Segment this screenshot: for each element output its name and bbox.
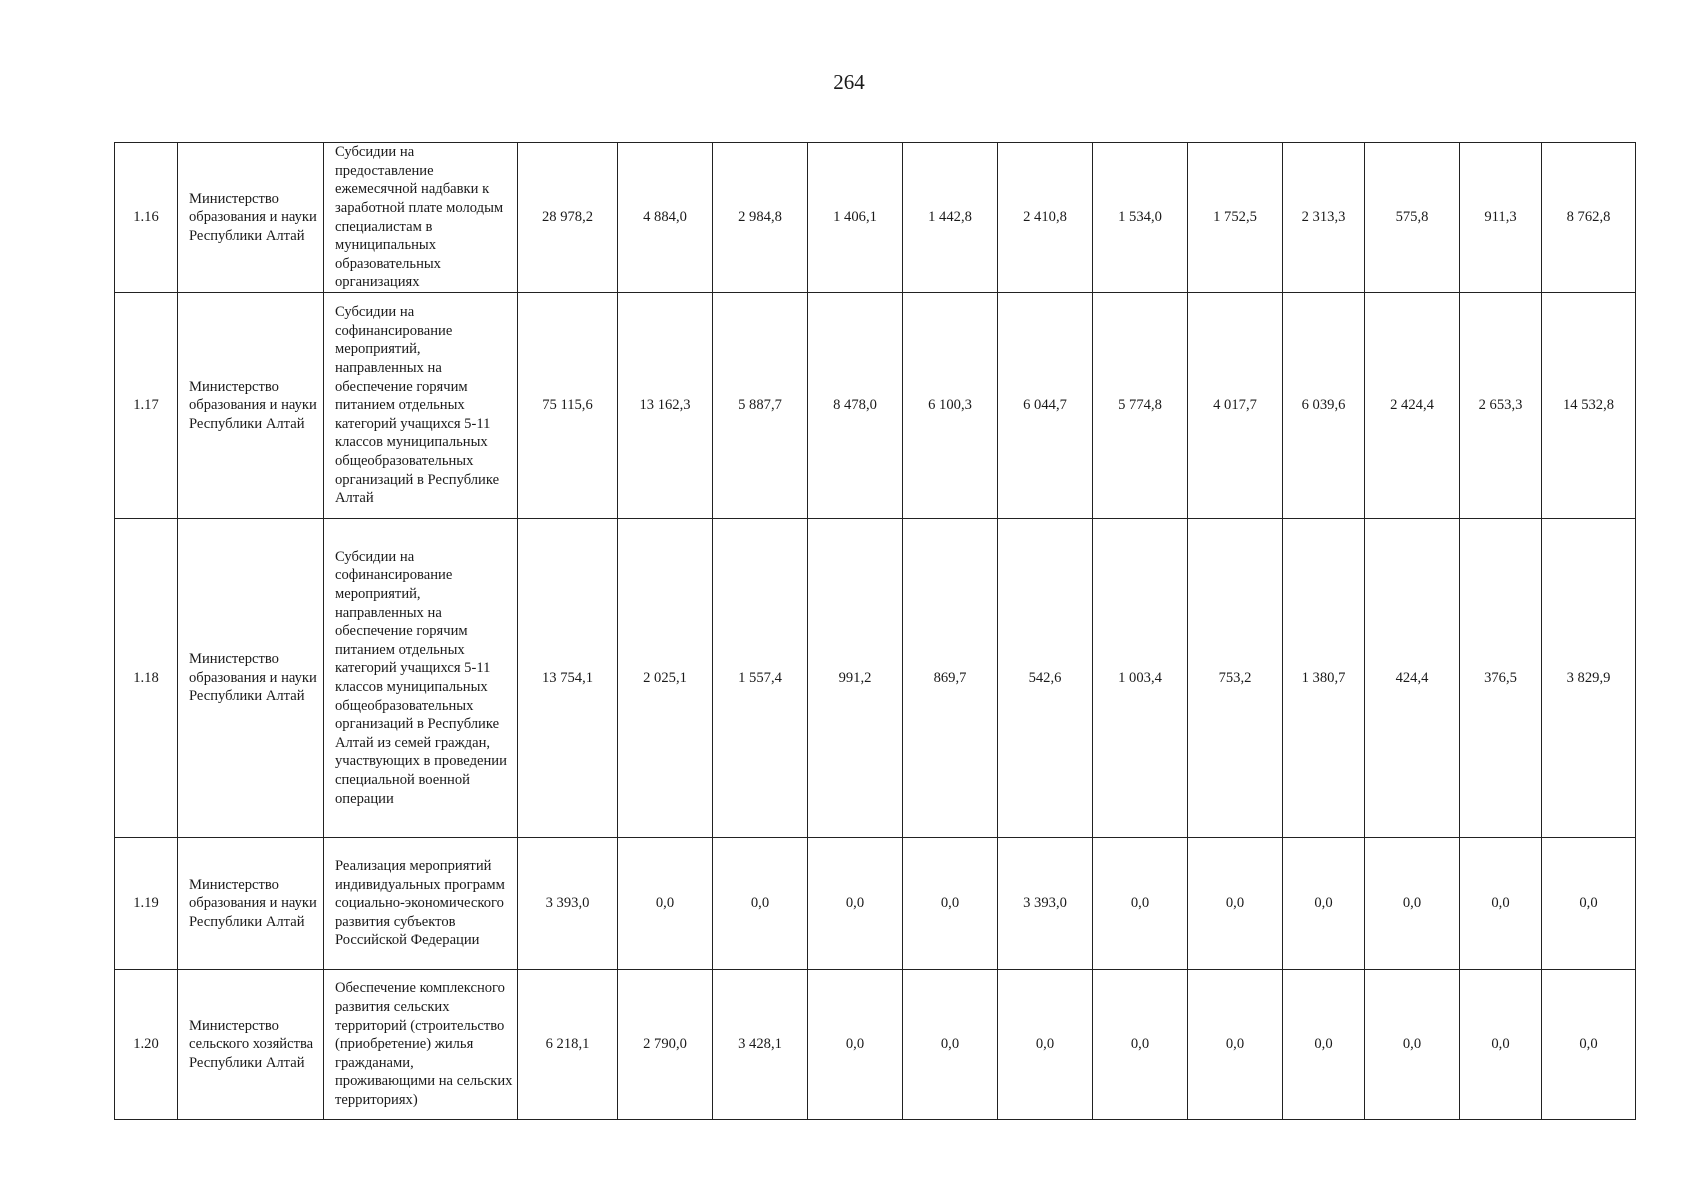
value-cell: 869,7 — [903, 519, 998, 838]
organization-cell: Министерство образования и науки Республики Алтай — [178, 519, 324, 838]
value-cell: 3 393,0 — [998, 838, 1093, 970]
value-cell: 0,0 — [808, 838, 903, 970]
value-cell: 753,2 — [1188, 519, 1283, 838]
value-cell: 6 044,7 — [998, 293, 1093, 519]
organization-cell: Министерство образования и науки Республики Алтай — [178, 838, 324, 970]
table-row — [115, 519, 1636, 838]
value-cell: 0,0 — [1542, 838, 1636, 970]
table-row — [115, 970, 1636, 1120]
value-cell: 2 653,3 — [1460, 293, 1542, 519]
value-cell: 1 442,8 — [903, 143, 998, 293]
value-cell: 1 003,4 — [1093, 519, 1188, 838]
value-cell: 6 218,1 — [518, 970, 618, 1120]
value-cell: 4 017,7 — [1188, 293, 1283, 519]
description-cell: Субсидии на предоставление ежемесячной надбавки к заработной плате молодым специалистам в муниципальных образовательных организациях — [324, 143, 518, 293]
value-cell: 0,0 — [1460, 838, 1542, 970]
description-cell: Реализация мероприятий индивидуальных программ социально-экономического развития субъектов Российской Федерации — [324, 838, 518, 970]
table-row — [115, 293, 1636, 519]
value-cell: 0,0 — [1542, 970, 1636, 1120]
value-cell: 376,5 — [1460, 519, 1542, 838]
value-cell: 0,0 — [903, 970, 998, 1120]
value-cell: 3 428,1 — [713, 970, 808, 1120]
table-row — [115, 838, 1636, 970]
value-cell: 5 774,8 — [1093, 293, 1188, 519]
value-cell: 3 829,9 — [1542, 519, 1636, 838]
page-number: 264 — [833, 70, 865, 94]
description-cell: Субсидии на софинансирование мероприятий, направленных на обеспечение горячим питанием отдельных категорий учащихся 5-11 классов муниципальных общеобразовательных организаций в Республике Алтай из семей граждан, участвующих в проведении специальной военной операции — [324, 519, 518, 838]
value-cell: 8 478,0 — [808, 293, 903, 519]
value-cell: 575,8 — [1365, 143, 1460, 293]
row-number: 1.19 — [115, 838, 178, 970]
value-cell: 3 393,0 — [518, 838, 618, 970]
description-cell: Субсидии на софинансирование мероприятий, направленных на обеспечение горячим питанием отдельных категорий учащихся 5-11 классов муниципальных общеобразовательных организаций в Республике Алтай — [324, 293, 518, 519]
value-cell: 1 557,4 — [713, 519, 808, 838]
value-cell: 13 754,1 — [518, 519, 618, 838]
value-cell: 6 039,6 — [1283, 293, 1365, 519]
value-cell: 1 752,5 — [1188, 143, 1283, 293]
organization-cell: Министерство образования и науки Республики Алтай — [178, 143, 324, 293]
organization-cell: Министерство образования и науки Республики Алтай — [178, 293, 324, 519]
value-cell: 0,0 — [1365, 970, 1460, 1120]
value-cell: 14 532,8 — [1542, 293, 1636, 519]
value-cell: 2 984,8 — [713, 143, 808, 293]
value-cell: 75 115,6 — [518, 293, 618, 519]
value-cell: 0,0 — [1460, 970, 1542, 1120]
value-cell: 2 410,8 — [998, 143, 1093, 293]
value-cell: 8 762,8 — [1542, 143, 1636, 293]
table-row — [115, 143, 1636, 293]
value-cell: 28 978,2 — [518, 143, 618, 293]
value-cell: 991,2 — [808, 519, 903, 838]
row-number: 1.17 — [115, 293, 178, 519]
value-cell: 6 100,3 — [903, 293, 998, 519]
value-cell: 0,0 — [1093, 970, 1188, 1120]
value-cell: 1 406,1 — [808, 143, 903, 293]
organization-cell: Министерство сельского хозяйства Республики Алтай — [178, 970, 324, 1120]
value-cell: 0,0 — [618, 838, 713, 970]
value-cell: 424,4 — [1365, 519, 1460, 838]
value-cell: 0,0 — [1188, 970, 1283, 1120]
value-cell: 0,0 — [1188, 838, 1283, 970]
budget-table — [114, 142, 1636, 1120]
value-cell: 2 025,1 — [618, 519, 713, 838]
value-cell: 542,6 — [998, 519, 1093, 838]
value-cell: 5 887,7 — [713, 293, 808, 519]
value-cell: 4 884,0 — [618, 143, 713, 293]
value-cell: 0,0 — [1365, 838, 1460, 970]
description-cell: Обеспечение комплексного развития сельских территорий (строительство (приобретение) жилья гражданами, проживающими на сельских территориях) — [324, 970, 518, 1120]
value-cell: 0,0 — [903, 838, 998, 970]
value-cell: 1 534,0 — [1093, 143, 1188, 293]
value-cell: 2 313,3 — [1283, 143, 1365, 293]
value-cell: 0,0 — [808, 970, 903, 1120]
value-cell: 0,0 — [998, 970, 1093, 1120]
value-cell: 13 162,3 — [618, 293, 713, 519]
value-cell: 1 380,7 — [1283, 519, 1365, 838]
value-cell: 911,3 — [1460, 143, 1542, 293]
value-cell: 0,0 — [713, 838, 808, 970]
value-cell: 0,0 — [1283, 970, 1365, 1120]
value-cell: 0,0 — [1093, 838, 1188, 970]
value-cell: 2 424,4 — [1365, 293, 1460, 519]
row-number: 1.16 — [115, 143, 178, 293]
row-number: 1.20 — [115, 970, 178, 1120]
value-cell: 0,0 — [1283, 838, 1365, 970]
row-number: 1.18 — [115, 519, 178, 838]
value-cell: 2 790,0 — [618, 970, 713, 1120]
